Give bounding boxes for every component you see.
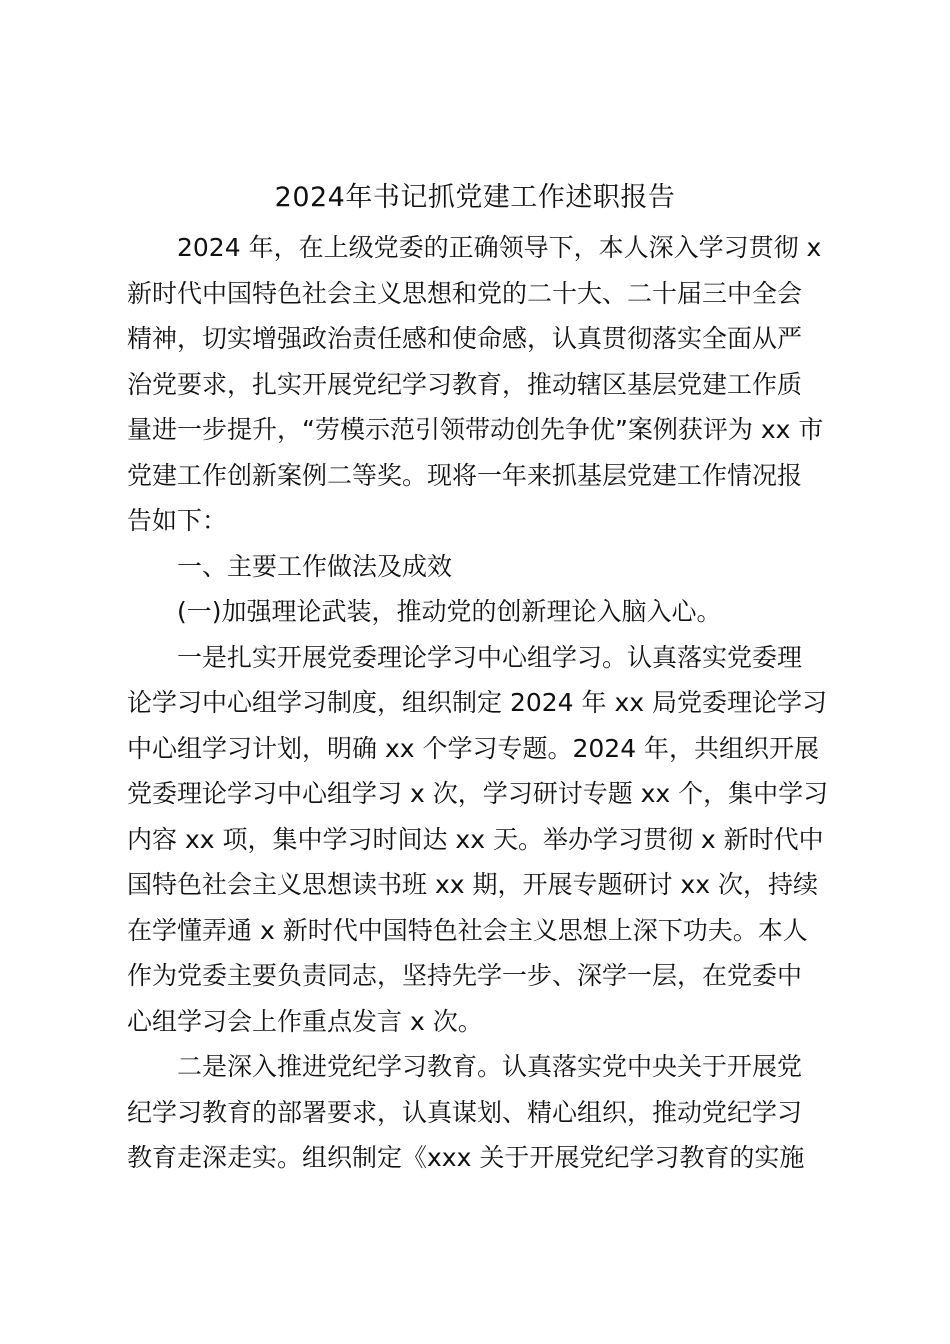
text-line: 教育走深走实。组织制定《xxx 关于开展党纪学习教育的实施 xyxy=(127,1143,805,1172)
text-line: 告如下： xyxy=(127,506,228,535)
document-body xyxy=(127,225,832,1181)
text-line: 一、主要工作做法及成效 xyxy=(177,551,453,581)
text-line: 中心组学习计划，明确 xx 个学习专题。2024 年，共组织开展 xyxy=(127,733,820,763)
text-line: 精神，切实增强政治责任感和使命感，认真贯彻落实全面从严 xyxy=(127,324,803,353)
text-line: 量进一步提升，“劳模示范引领带动创先争优”案例获评为 xx 市 xyxy=(127,415,824,444)
text-line: 作为党委主要负责同志，坚持先学一步、深学一层，在党委中 xyxy=(127,961,803,990)
text-line: 纪学习教育的部署要求，认真谋划、精心组织，推动党纪学习 xyxy=(127,1097,803,1127)
text-line: (一)加强理论武装，推动党的创新理论入脑入心。 xyxy=(177,597,722,626)
text-line: 论学习中心组学习制度，组织制定 2024 年 xx 局党委理论学习 xyxy=(127,688,828,717)
text-line: 国特色社会主义思想读书班 xx 期，开展专题研讨 xx 次，持续 xyxy=(127,870,818,899)
text-line: 新时代中国特色社会主义思想和党的二十大、二十届三中全会 xyxy=(127,278,803,308)
text-line: 心组学习会上作重点发言 x 次。 xyxy=(127,1006,483,1036)
paragraph-item-1 xyxy=(127,635,832,1045)
paragraph-intro xyxy=(127,225,832,544)
text-line: 一是扎实开展党委理论学习中心组学习。认真落实党委理 xyxy=(177,642,803,672)
text-line: 党建工作创新案例二等奖。现将一年来抓基层党建工作情况报 xyxy=(127,460,803,490)
text-line: 内容 xx 项，集中学习时间达 xx 天。举办学习贯彻 x 新时代中 xyxy=(127,824,824,854)
text-line: 2024 年，在上级党委的正确领导下，本人深入学习贯彻 x xyxy=(177,233,822,262)
section-subheading xyxy=(127,589,832,635)
paragraph-item-2 xyxy=(127,1044,832,1181)
text-line: 治党要求，扎实开展党纪学习教育，推动辖区基层党建工作质 xyxy=(127,369,803,399)
section-heading xyxy=(127,544,832,590)
document-title: 2024年书记抓党建工作述职报告 xyxy=(274,182,676,213)
text-line: 二是深入推进党纪学习教育。认真落实党中央关于开展党 xyxy=(177,1052,803,1081)
text-line: 在学懂弄通 x 新时代中国特色社会主义思想上深下功夫。本人 xyxy=(127,915,808,945)
text-line: 党委理论学习中心组学习 x 次，学习研讨专题 xx 个，集中学习 xyxy=(127,779,829,808)
